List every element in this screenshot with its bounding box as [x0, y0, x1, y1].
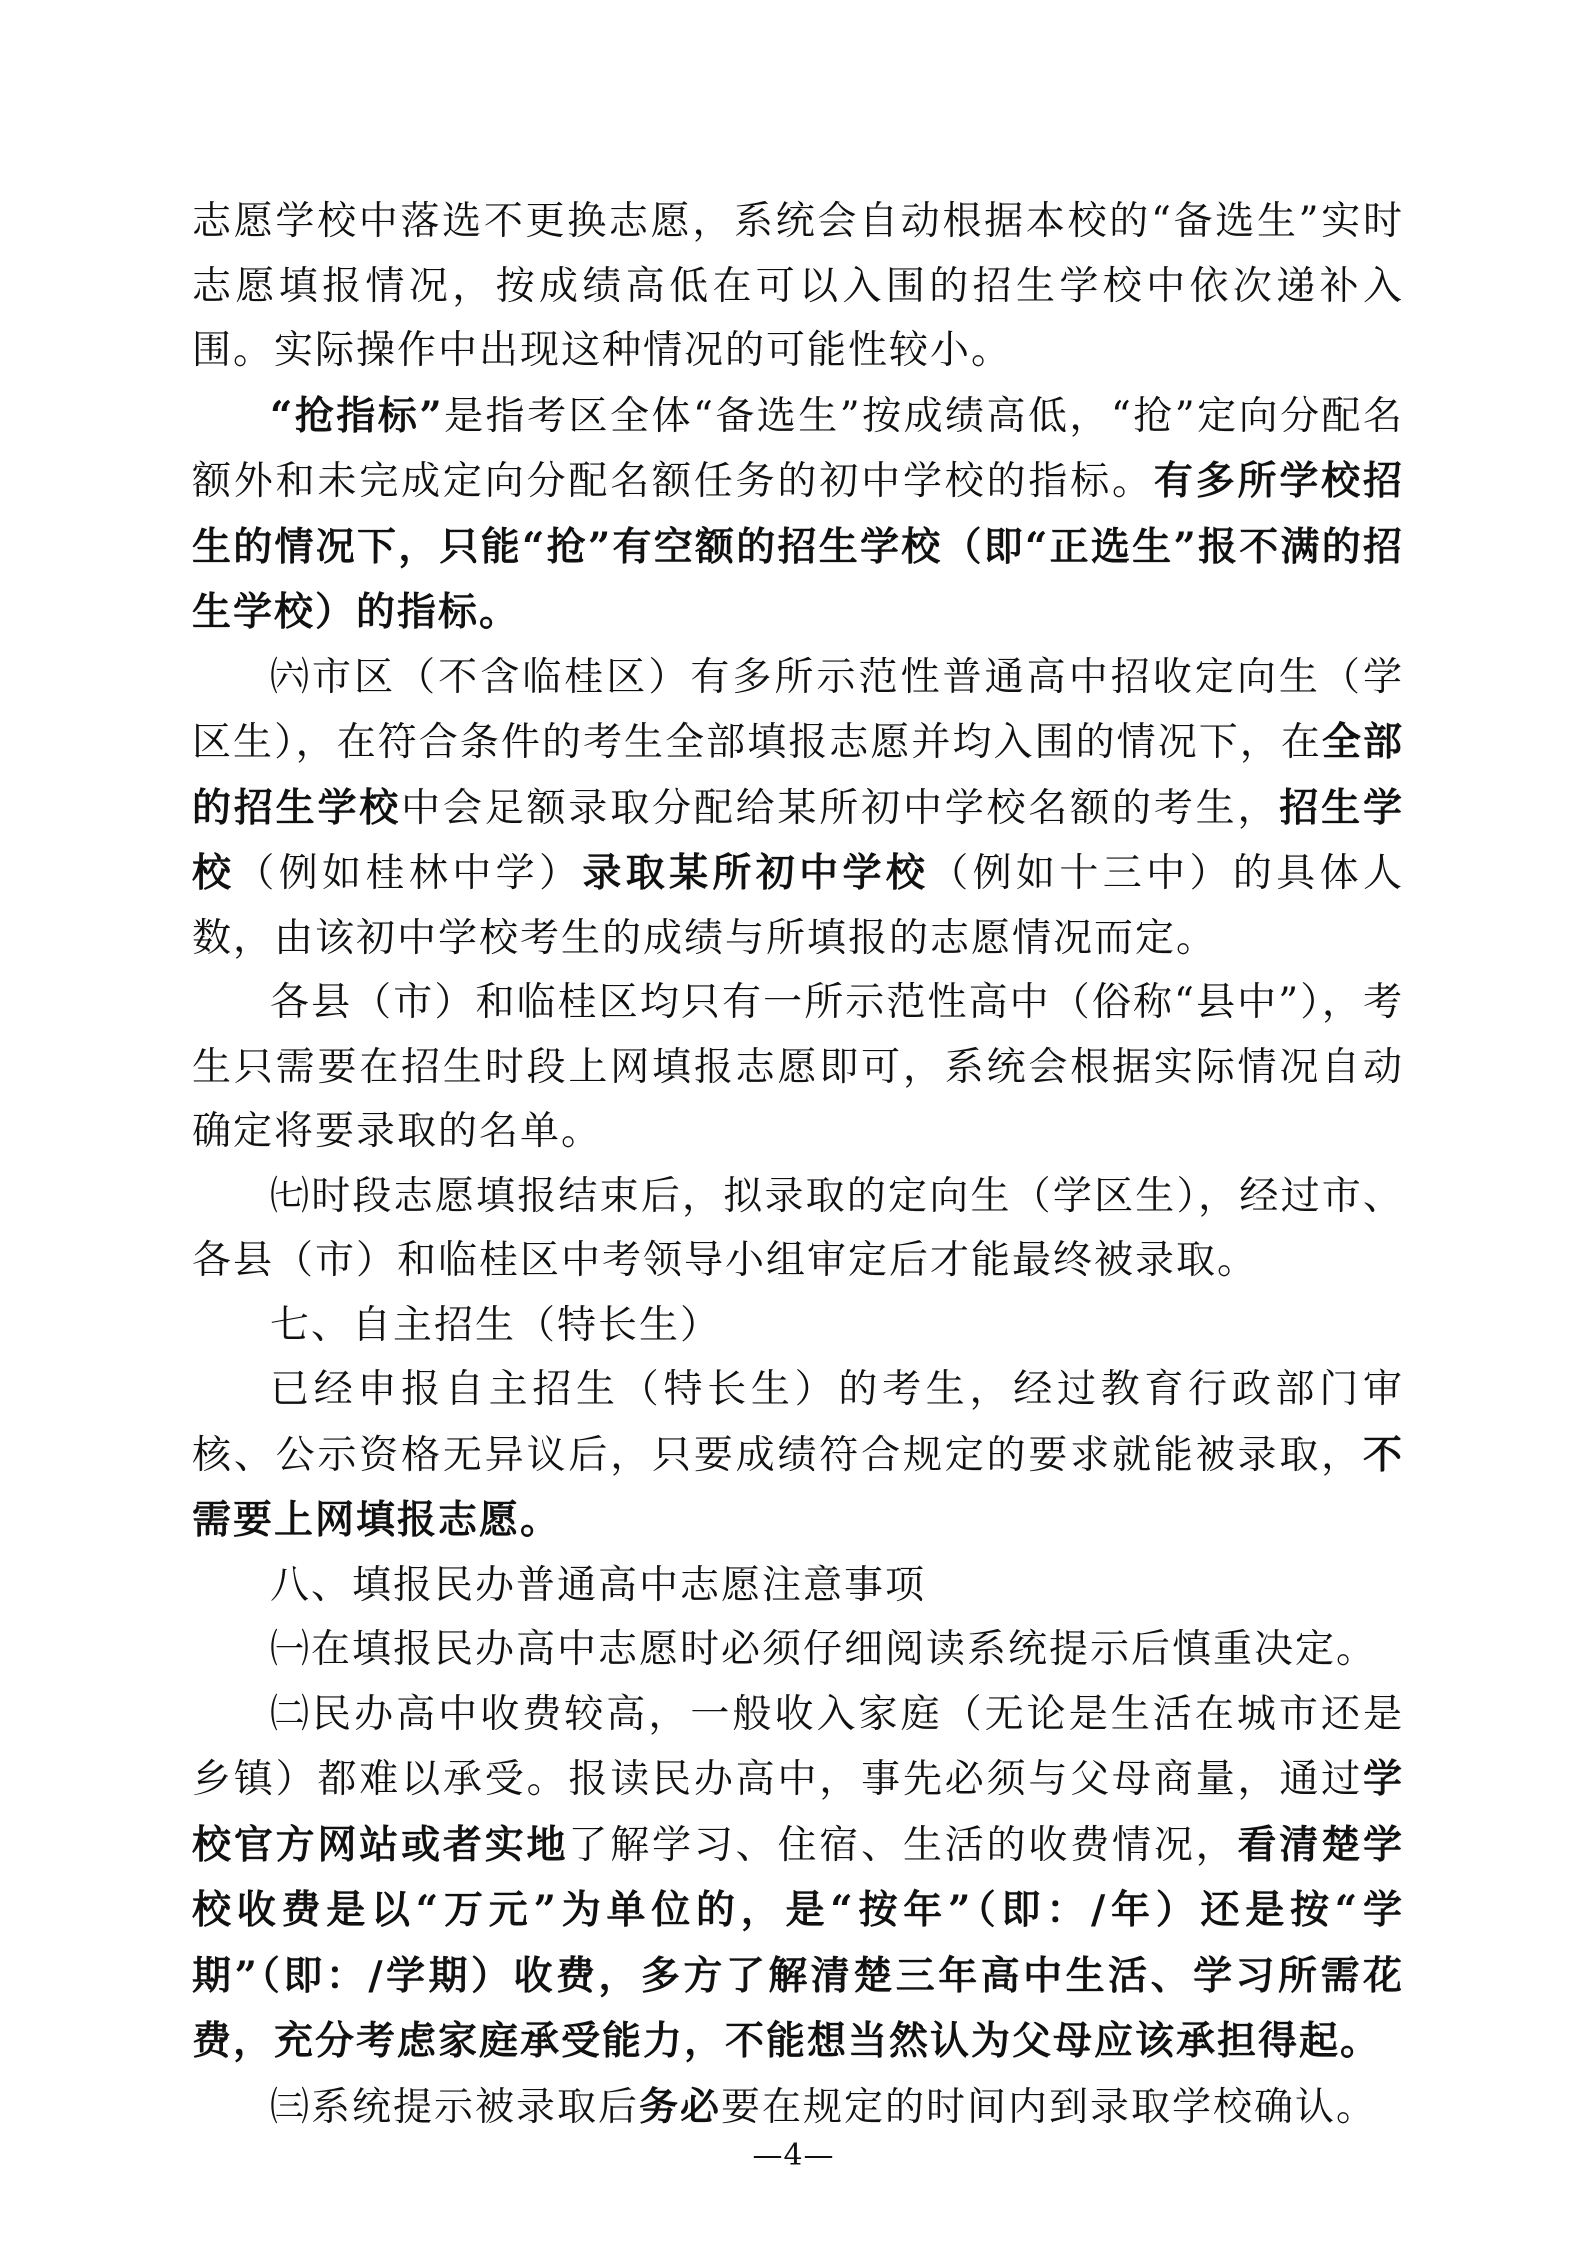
text-run: 了解学习、住宿、生活的收费情况， [568, 1822, 1238, 1868]
paragraph-item-1 [192, 1618, 1404, 1683]
heading-text: 七、自主招生（特长生） [270, 1302, 722, 1348]
text-run: 是指考区全体“备选生”按成绩高低，“抢”定向分配名额外和未完成定向分配名额任务的初中学校的指标。 [192, 393, 1404, 504]
bold-emphasis: 有多所学校招生的情况下，只能“抢”有空额的招生学校（即“正选生”报不满的招生学校）的指标。 [192, 458, 1404, 635]
text-run: （例如十三中）的具体人数，由该初中学校考生的成绩与所填报的志愿情况而定。 [192, 851, 1404, 961]
bold-term: “抢指标” [270, 392, 444, 439]
paragraph-county-school [192, 971, 1404, 1165]
paragraph-item-3 [192, 2075, 1404, 2141]
paragraph-item-6 [192, 646, 1404, 972]
text-run: ㈡民办高中收费较高，一般收入家庭（无论是生活在城市还是乡镇）都难以承受。报读民办高中，事先必须与父母商量，通过 [192, 1691, 1404, 1802]
bold-emphasis: 录取某所初中学校 [582, 850, 930, 896]
bold-emphasis: 招生学校 [192, 784, 1404, 896]
text-run: 已经申报自主招生（特长生）的考生，经过教育行政部门审核、公示资格无异议后，只要成绩符合规定的要求就能被录取， [192, 1367, 1404, 1478]
bold-emphasis: 全部的招生学校 [192, 719, 1404, 831]
section-heading-8 [192, 1554, 1404, 1619]
bold-emphasis: 学校官方网站或者实地 [192, 1756, 1404, 1868]
document-body [192, 190, 1404, 2140]
text-run: 志愿学校中落选不更换志愿，系统会自动根据本校的“备选生”实时志愿填报情况，按成绩高低在可以入围的招生学校中依次递补入围。实际操作中出现这种情况的可能性较小。 [192, 199, 1404, 373]
text-run: ㈢系统提示被录取后 [270, 2084, 640, 2130]
paragraph-grab-quota [192, 384, 1404, 646]
text-run: 要在规定的时间内到录取学校确认。 [721, 2084, 1378, 2130]
bold-emphasis: 不需要上网填报志愿。 [192, 1431, 1404, 1543]
text-run: （例如桂林中学） [235, 851, 583, 896]
bold-emphasis: 看清楚学校收费是以“万元”为单位的，是“按年”（即：/年）还是按“学期”（即：/学期）收费，多方了解清楚三年高中生活、学习所需花费，充分考虑家庭承受能力，不能想当然认为父母应该承担得起。 [192, 1821, 1404, 2064]
text-run: 中会足额录取分配给某所初中学校名额的考生， [401, 785, 1280, 831]
text-run: 各县（市）和临桂区均只有一所示范性高中（俗称“县中”），考生只需要在招生时段上网填报志愿即可，系统会根据实际情况自动确定将要录取的名单。 [192, 980, 1404, 1154]
paragraph-self-enrollment [192, 1358, 1404, 1554]
text-run: ㈥市区（不含临桂区）有多所示范性普通高中招收定向生（学区生），在符合条件的考生全部填报志愿并均入围的情况下，在 [192, 654, 1404, 765]
text-run: ㈠在填报民办高中志愿时必须仔细阅读系统提示后慎重决定。 [270, 1627, 1378, 1672]
bold-emphasis: 务必 [639, 2083, 722, 2130]
paragraph-item-7 [192, 1165, 1404, 1294]
page-number: —4— [752, 2138, 835, 2173]
section-heading-7 [192, 1294, 1404, 1359]
heading-text: 八、填报民办普通高中志愿注意事项 [270, 1562, 927, 1608]
paragraph-item-2 [192, 1683, 1404, 2075]
text-run: ㈦时段志愿填报结束后，拟录取的定向生（学区生），经过市、各县（市）和临桂区中考领导小组审定后才能最终被录取。 [192, 1173, 1404, 1283]
paragraph-continuation [192, 190, 1404, 384]
